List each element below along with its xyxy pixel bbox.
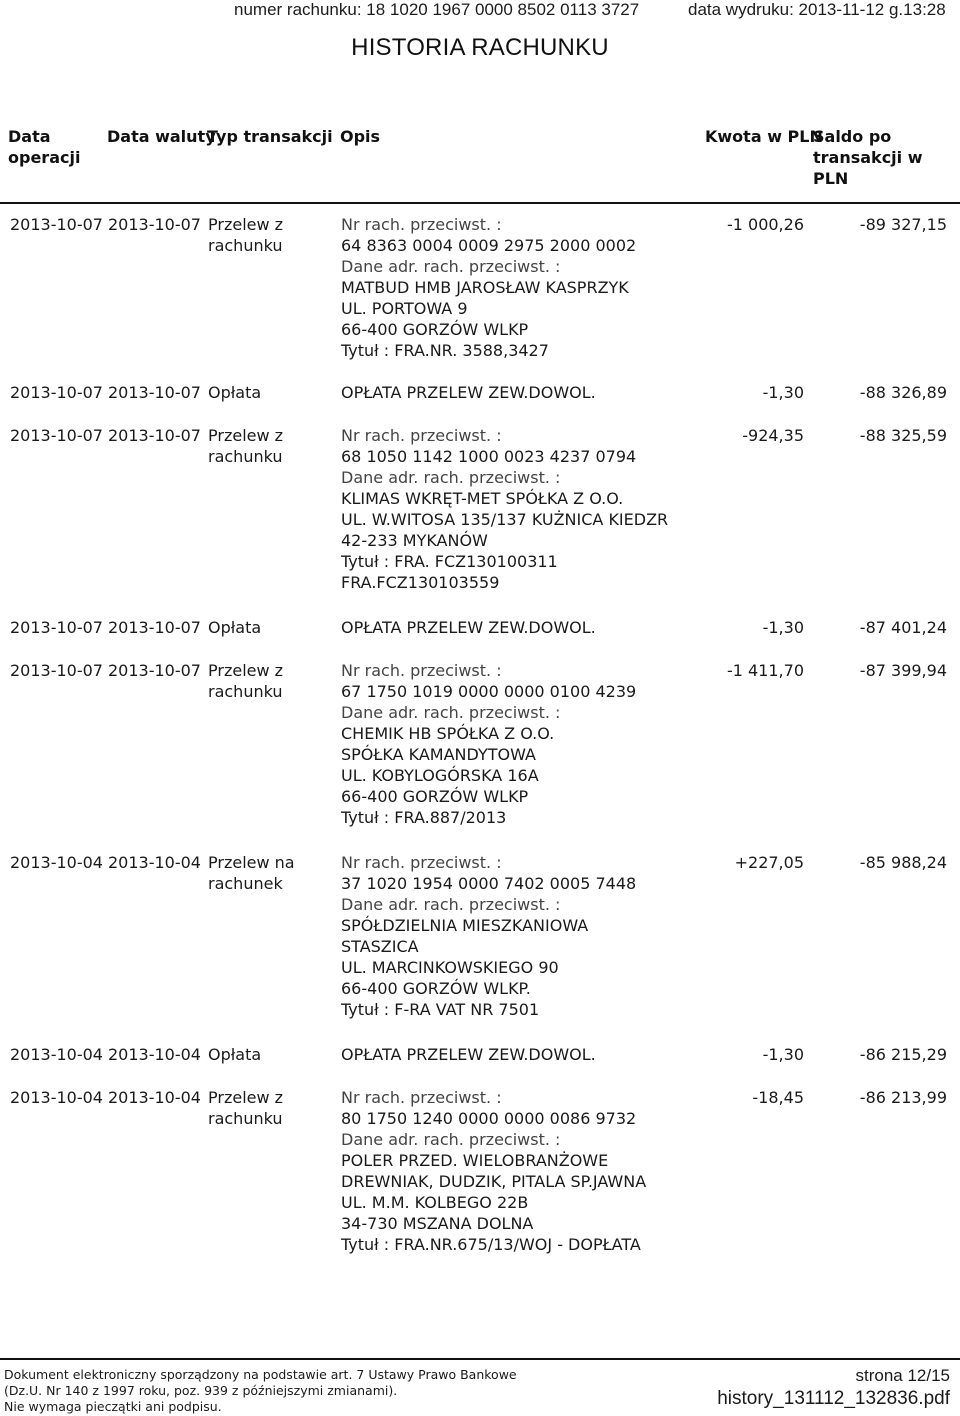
- col-header-value-date: Data waluty: [107, 127, 216, 146]
- legal-notice-line3: Nie wymaga pieczątki ani podpisu.: [4, 1399, 222, 1414]
- operation-date: 2013-10-07: [10, 618, 103, 637]
- transaction-type-line: rachunek: [208, 874, 283, 893]
- transaction-description: [341, 617, 596, 638]
- description-line: UL. MARCINKOWSKIEGO 90: [341, 958, 559, 977]
- transaction-type: [208, 1087, 283, 1129]
- description-line: Tytuł : FRA. FCZ130100311: [341, 552, 558, 571]
- col-header-operation-date: [8, 126, 80, 168]
- description-line: Nr rach. przeciwst. :: [341, 426, 502, 445]
- transaction-description: [341, 382, 596, 403]
- col-header-balance-line2: transakcji w PLN: [813, 148, 923, 188]
- transaction-type: [208, 617, 261, 638]
- file-name: history_131112_132836.pdf: [717, 1388, 950, 1409]
- page-title: HISTORIA RACHUNKU: [351, 34, 609, 61]
- description-line: UL. PORTOWA 9: [341, 299, 468, 318]
- value-date: 2013-10-04: [108, 1045, 201, 1064]
- transaction-type: [208, 214, 283, 256]
- amount: -18,45: [752, 1088, 804, 1107]
- amount: -1,30: [762, 383, 804, 402]
- transaction-description: [341, 425, 668, 593]
- description-line: UL. W.WITOSA 135/137 KUŻNICA KIEDZR: [341, 510, 669, 529]
- transaction-type-line: Opłata: [208, 1045, 262, 1064]
- legal-notice: [4, 1367, 517, 1415]
- description-line: Tytuł : F-RA VAT NR 7501: [341, 1000, 540, 1019]
- description-line: Nr rach. przeciwst. :: [341, 853, 502, 872]
- balance: -86 215,29: [859, 1045, 947, 1064]
- description-line: 66-400 GORZÓW WLKP: [341, 320, 529, 339]
- description-line: OPŁATA PRZELEW ZEW.DOWOL.: [341, 618, 596, 637]
- transaction-description: [341, 660, 636, 828]
- description-line: Nr rach. przeciwst. :: [341, 1088, 502, 1107]
- amount: -924,35: [742, 426, 804, 445]
- description-line: 66-400 GORZÓW WLKP.: [341, 979, 531, 998]
- description-line: Dane adr. rach. przeciwst. :: [341, 895, 561, 914]
- description-line: UL. KOBYLOGÓRSKA 16A: [341, 766, 539, 785]
- description-line: 66-400 GORZÓW WLKP: [341, 787, 529, 806]
- amount: -1,30: [762, 1045, 804, 1064]
- description-line: Tytuł : FRA.887/2013: [341, 808, 507, 827]
- description-line: SPÓŁKA KAMANDYTOWA: [341, 745, 536, 764]
- transaction-type-line: Przelew z: [208, 426, 284, 445]
- print-date: data wydruku: 2013-11-12 g.13:28: [688, 0, 946, 19]
- document-header: [0, 0, 960, 30]
- transaction-type-line: Przelew z: [208, 215, 284, 234]
- operation-date: 2013-10-04: [10, 1088, 103, 1107]
- transaction-type-line: Opłata: [208, 618, 262, 637]
- description-line: OPŁATA PRZELEW ZEW.DOWOL.: [341, 1045, 596, 1064]
- col-header-amount: Kwota w PLN: [705, 127, 823, 146]
- description-line: Nr rach. przeciwst. :: [341, 215, 502, 234]
- description-line: Nr rach. przeciwst. :: [341, 661, 502, 680]
- transaction-description: [341, 852, 636, 1020]
- col-header-operation-date-line2: operacji: [8, 148, 81, 167]
- description-line: FRA.FCZ130103559: [341, 573, 500, 592]
- value-date: 2013-10-04: [108, 1088, 201, 1107]
- description-line: Dane adr. rach. przeciwst. :: [341, 703, 561, 722]
- col-header-balance: [813, 126, 960, 189]
- col-header-description: Opis: [340, 127, 381, 146]
- operation-date: 2013-10-07: [10, 661, 103, 680]
- footer-divider: [0, 1358, 960, 1360]
- operation-date: 2013-10-07: [10, 383, 103, 402]
- balance: -87 399,94: [859, 661, 947, 680]
- description-line: 80 1750 1240 0000 0000 0086 9732: [341, 1109, 637, 1128]
- transaction-type: [208, 852, 295, 894]
- transaction-type: [208, 660, 283, 702]
- description-line: CHEMIK HB SPÓŁKA Z O.O.: [341, 724, 555, 743]
- description-line: STASZICA: [341, 937, 419, 956]
- amount: -1,30: [762, 618, 804, 637]
- transaction-description: [341, 1044, 596, 1065]
- transaction-description: [341, 214, 636, 361]
- transaction-type: [208, 1044, 261, 1065]
- value-date: 2013-10-07: [108, 383, 201, 402]
- operation-date: 2013-10-07: [10, 426, 103, 445]
- description-line: 64 8363 0004 0009 2975 2000 0002: [341, 236, 637, 255]
- description-line: Dane adr. rach. przeciwst. :: [341, 1130, 561, 1149]
- transaction-type-line: Opłata: [208, 383, 262, 402]
- transaction-type-line: rachunku: [208, 447, 283, 466]
- amount: +227,05: [734, 853, 804, 872]
- page-number: strona 12/15: [855, 1366, 950, 1385]
- transaction-type-line: Przelew z: [208, 661, 284, 680]
- description-line: SPÓŁDZIELNIA MIESZKANIOWA: [341, 916, 589, 935]
- description-line: Dane adr. rach. przeciwst. :: [341, 468, 561, 487]
- col-header-balance-line1: Saldo po: [813, 127, 892, 146]
- transaction-type-line: rachunku: [208, 236, 283, 255]
- transaction-type-line: Przelew z: [208, 1088, 284, 1107]
- description-line: Tytuł : FRA.NR.675/13/WOJ - DOPŁATA: [341, 1235, 641, 1254]
- value-date: 2013-10-07: [108, 618, 201, 637]
- description-line: 68 1050 1142 1000 0023 4237 0794: [341, 447, 637, 466]
- transaction-type-line: Przelew na: [208, 853, 295, 872]
- balance: -88 325,59: [859, 426, 947, 445]
- description-line: Tytuł : FRA.NR. 3588,3427: [341, 341, 549, 360]
- description-line: KLIMAS WKRĘT-MET SPÓŁKA Z O.O.: [341, 489, 624, 508]
- transaction-type-line: rachunku: [208, 682, 283, 701]
- value-date: 2013-10-07: [108, 215, 201, 234]
- header-divider: [0, 202, 960, 204]
- value-date: 2013-10-07: [108, 661, 201, 680]
- operation-date: 2013-10-04: [10, 1045, 103, 1064]
- col-header-type: Typ transakcji: [207, 127, 333, 146]
- balance: -89 327,15: [859, 215, 947, 234]
- value-date: 2013-10-07: [108, 426, 201, 445]
- description-line: 67 1750 1019 0000 0000 0100 4239: [341, 682, 637, 701]
- transaction-description: [341, 1087, 646, 1255]
- account-number: numer rachunku: 18 1020 1967 0000 8502 0113 3727: [234, 0, 640, 19]
- description-line: MATBUD HMB JAROSŁAW KASPRZYK: [341, 278, 629, 297]
- description-line: POLER PRZED. WIELOBRANŻOWE: [341, 1151, 609, 1170]
- balance: -87 401,24: [859, 618, 947, 637]
- operation-date: 2013-10-04: [10, 853, 103, 872]
- description-line: DREWNIAK, DUDZIK, PITALA SP.JAWNA: [341, 1172, 647, 1191]
- description-line: Dane adr. rach. przeciwst. :: [341, 257, 561, 276]
- col-header-operation-date-line1: Data: [8, 127, 51, 146]
- description-line: 42-233 MYKANÓW: [341, 531, 488, 550]
- description-line: 37 1020 1954 0000 7402 0005 7448: [341, 874, 637, 893]
- value-date: 2013-10-04: [108, 853, 201, 872]
- operation-date: 2013-10-07: [10, 215, 103, 234]
- amount: -1 000,26: [726, 215, 804, 234]
- balance: -88 326,89: [859, 383, 947, 402]
- description-line: 34-730 MSZANA DOLNA: [341, 1214, 534, 1233]
- transaction-type: [208, 382, 261, 403]
- legal-notice-line1: Dokument elektroniczny sporządzony na podstawie art. 7 Ustawy Prawo Bankowe: [4, 1367, 517, 1382]
- balance: -85 988,24: [859, 853, 947, 872]
- legal-notice-line2: (Dz.U. Nr 140 z 1997 roku, poz. 939 z późniejszymi zmianami).: [4, 1383, 398, 1398]
- balance: -86 213,99: [859, 1088, 947, 1107]
- transaction-type: [208, 425, 283, 467]
- transaction-type-line: rachunku: [208, 1109, 283, 1128]
- description-line: UL. M.M. KOLBEGO 22B: [341, 1193, 529, 1212]
- description-line: OPŁATA PRZELEW ZEW.DOWOL.: [341, 383, 596, 402]
- amount: -1 411,70: [726, 661, 804, 680]
